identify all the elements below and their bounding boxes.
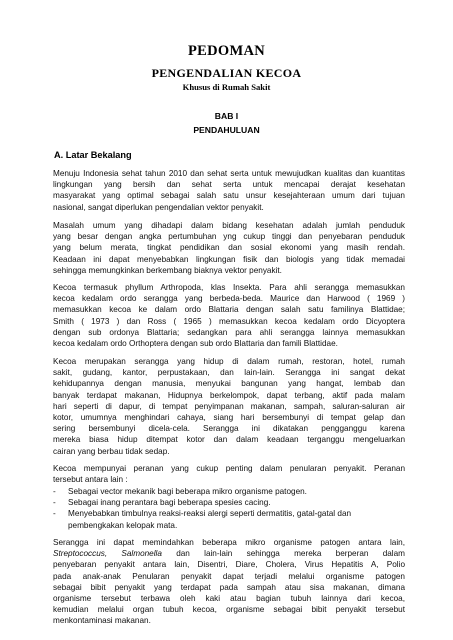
paragraph-line: sebagai bibit penyakit yang terdapat pada sampah atau sisa makanan, dimana <box>53 582 405 592</box>
paragraph-line: Serangga ini dapat memindahkan beberapa mikro organisme patogen antara lain, <box>53 538 405 547</box>
paragraph-line: Smith ( 1973 ) dan Ross ( 1965 ) memasukkan kecoa kedalam ordo Dicyoptera <box>53 316 405 326</box>
italic-term: Streptococcus, <box>53 549 108 559</box>
paragraph-line: sakit, gudang, kantor, perpustakaan, dan lain-lain. Serangga ini sangat dekat <box>53 368 405 378</box>
bullet-dash: - <box>53 509 56 519</box>
paragraph-6 <box>53 537 405 627</box>
paragraph-line: sehingga memungkinkan berkembang biaknya vektor penyakit. <box>53 265 282 275</box>
paragraph-line: kemudian melalui organ tubuh kecoa, organisme sebagai bibit penyakit tersebut <box>53 605 405 615</box>
paragraph-line: memasukkan kecoa ke dalam ordo Blattaria dengan salah satu familinya Blattidae; <box>53 305 405 315</box>
chapter-number: BAB I <box>214 111 239 121</box>
paragraph-2 <box>53 220 405 276</box>
paragraph-line: lingkungan yang bersih dan sehat serta untuk mencapai derajat kesehatan <box>53 180 405 190</box>
paragraph-line: pada anak-anak Penularan penyakit dapat terjadi melalui organisme patogen <box>53 571 405 581</box>
paragraph-line: masyarakat yang optimal sebagai salah satu unsur kesejahteraan umum dari tujuan <box>53 191 405 201</box>
document-tagline: Khusus di Rumah Sakit <box>182 82 271 92</box>
paragraph-line: banyak terdapat makanan, Hidupnya berkelompok, dapat terbang, aktif pada malam <box>53 390 405 400</box>
document-subtitle: PENGENDALIAN KECOA <box>151 66 302 80</box>
section-heading: A. Latar Bekalang <box>54 150 132 160</box>
paragraph-line: Masalah umum yang dihadapi dalam bidang kesehatan adalah jumlah penduduk <box>53 221 405 230</box>
paragraph-line: kecoa kedalam ordo serangga yang berbeda-beda. Maurice dan Harwood ( 1969 ) <box>53 294 405 304</box>
list-item <box>53 486 405 497</box>
paragraph-line: dengan sub ordonya Blattaria; sedangkan para ahli serangga lainnya memasukkan <box>53 327 405 337</box>
paragraph-line: yang besar dengan angka pertumbuhan yng cukup tinggi dan penyebaran penduduk <box>53 232 405 242</box>
paragraph-line: organisme tersebut terbawa oleh kaki atau bagian tubuh lainnya dari kecoa, <box>53 594 405 604</box>
paragraph-3 <box>53 282 405 349</box>
paragraph-line: mereka biasa hidup ditempat kotor dan dalam keadaan terganggu mengeluarkan <box>53 435 405 445</box>
italic-term: Salmonella <box>121 549 162 559</box>
paragraph-line: Kecoa merupakan serangga yang hidup di dalam rumah, restoran, hotel, rumah <box>53 357 405 366</box>
bullet-list <box>53 486 405 531</box>
paragraph-line: sering bersembunyi dicela-cela. Serangga ini dikatakan pengganggu karena <box>53 424 405 434</box>
paragraph-line: Kecoa termasuk phyllum Arthropoda, klas Insekta. Para ahli serangga memasukkan <box>53 283 405 292</box>
paragraph-line-rest: dan lain-lain sehingga mereka berperan dalam <box>161 549 405 559</box>
paragraph-line: nasional, sangat diperlukan pengendalian vektor penyakit. <box>53 202 264 212</box>
paragraph-line: hari seperti di dapur, di tempat penyimpanan makanan, sampah, saluran-saluran air <box>53 401 405 411</box>
paragraph-line: cairan yang berbau tidak sedap. <box>53 446 170 456</box>
paragraph-line: kecoa kedalam ordo Orthoptera dengan sub ordo Blattaria dan famili Blattidae. <box>53 339 338 349</box>
paragraph-line: Keadaan ini dapat menyebabkan lingkungan fisik dan biologis yang tidak memadai <box>53 254 405 264</box>
paragraph-line: kotor, umumnya menghindari cahaya, siang hari bersembunyi di tempat gelap dan <box>53 413 405 423</box>
paragraph-line: Kecoa mempunyai peranan yang cukup penting dalam penularan penyakit. Peranan <box>53 464 405 473</box>
list-item <box>53 508 405 519</box>
bullet-text: Sebagai inang perantara bagi beberapa spesies cacing. <box>68 498 271 508</box>
paragraph-line: menkontaminasi makanan. <box>53 616 151 626</box>
paragraph-1 <box>53 168 405 213</box>
paragraph-5 <box>53 463 405 485</box>
bullet-text: Sebagai vector mekanik bagi beberapa mikro organisme patogen. <box>68 487 307 496</box>
bullet-dash: - <box>53 487 56 496</box>
paragraph-line: yang belum merata, tingkat pendidikan dan sosial ekonomi yang masih rendah. <box>53 243 405 253</box>
paragraph-line: tersebut antara lain : <box>53 475 128 485</box>
paragraph-line: Menuju Indonesia sehat tahun 2010 dan sehat serta untuk mewujudkan kualitas dan kuantitas <box>53 169 405 178</box>
paragraph-4 <box>53 356 405 457</box>
paragraph-line-mixed <box>53 548 405 559</box>
bullet-continuation: pembengkakan kelopak mata. <box>68 520 178 530</box>
list-item <box>53 497 405 508</box>
bullet-dash: - <box>53 498 56 508</box>
document-title: PEDOMAN <box>187 43 265 59</box>
chapter-name: PENDAHULUAN <box>193 125 260 135</box>
paragraph-line: kehidupannya dengan manusia, menyukai bangunan yang hangat, lembab dan <box>53 379 405 389</box>
paragraph-line: penyebaran penyakit antara lain, Disentri, Diare, Cholera, Virus Hepatitis A, Polio <box>53 560 405 570</box>
bullet-text: Menyebabkan timbulnya reaksi-reaksi alergi seperti dermatitis, gatal-gatal dan <box>68 509 352 519</box>
